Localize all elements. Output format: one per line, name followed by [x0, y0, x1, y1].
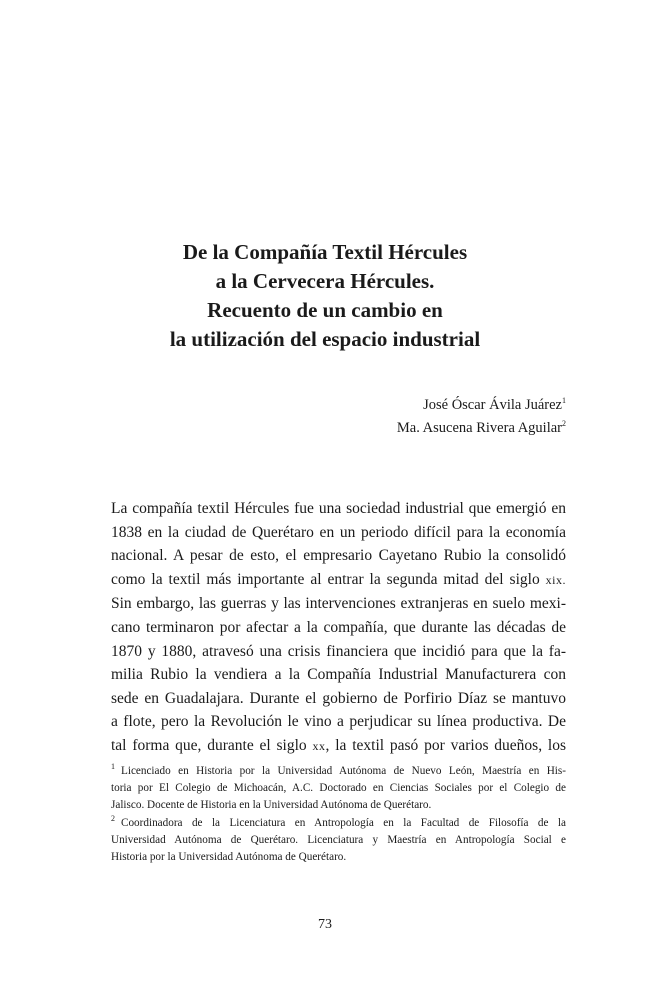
body-line: milia Rubio la vendiera a la Compañía Industrial Manufacturera con — [111, 666, 566, 684]
body-paragraph — [111, 497, 566, 759]
chapter-title — [0, 238, 650, 354]
page-number: 73 — [318, 917, 332, 932]
body-line: cano terminaron por afectar a la compañía, que durante las décadas de — [111, 618, 566, 636]
title-line: la utilización del espacio industrial — [169, 327, 481, 351]
author-list — [397, 394, 566, 440]
body-text-segment: como la textil más importante al entrar la segunda mitad del siglo — [111, 570, 546, 588]
body-line: sede en Guadalajara. Durante el gobierno de Porfirio Díaz se mantuvo — [111, 689, 566, 707]
footnotes — [111, 763, 566, 866]
author-1 — [397, 394, 566, 417]
footnote-2-line: Universidad Autónoma de Querétaro. Licenciatura y Maestría en Antropología Social e — [111, 833, 566, 846]
footnote-ref[interactable]: 2 — [562, 419, 566, 429]
footnote-mark: 1 — [111, 762, 115, 772]
footnote-2-line: Historia por la Universidad Autónoma de Querétaro. — [111, 851, 347, 864]
body-line: a flote, pero la Revolución le vino a perjudicar su línea productiva. De — [111, 713, 566, 731]
body-line: nacional. A pesar de esto, el empresario Cayetano Rubio la consolidó — [111, 547, 566, 565]
author-name: José Óscar Ávila Juárez — [423, 397, 562, 413]
footnote-text: Coordinadora de la Licenciatura en Antropología en la Facultad de Filosofía de la — [121, 816, 566, 829]
body-line — [111, 568, 566, 593]
author-name: Ma. Asucena Rivera Aguilar — [396, 420, 562, 436]
body-line: Sin embargo, las guerras y las intervenciones extranjeras en suelo mexi- — [111, 595, 566, 613]
footnote-2-line — [111, 815, 566, 832]
footnote-1-line — [111, 763, 566, 780]
body-line: La compañía textil Hércules fue una sociedad industrial que emergió en — [111, 500, 566, 517]
footnote-1-line: Jalisco. Docente de Historia en la Universidad Autónoma de Querétaro. — [111, 799, 432, 812]
body-line: 1870 y 1880, atravesó una crisis financiera que incidió para que la fa- — [111, 642, 566, 660]
body-text-segment: tal forma que, durante el siglo — [111, 736, 313, 754]
body-line: 1838 en la ciudad de Querétaro en un periodo difícil para la economía — [111, 523, 566, 541]
footnote-ref[interactable]: 1 — [562, 396, 566, 406]
footnote-mark: 2 — [111, 813, 115, 823]
title-line: a la Cervecera Hércules. — [215, 269, 435, 293]
footnote-text: Licenciado en Historia por la Universidad Autónoma de Nuevo León, Maestría en His- — [121, 765, 566, 777]
century-numeral: xx — [312, 738, 326, 753]
century-numeral: xix. — [545, 572, 566, 587]
body-text-segment: , la textil pasó por varios dueños, los — [325, 736, 566, 754]
title-line: Recuento de un cambio en — [207, 298, 443, 322]
body-line — [111, 734, 566, 759]
title-line: De la Compañía Textil Hércules — [182, 240, 468, 264]
author-2 — [397, 417, 566, 440]
footnote-1-line: toria por El Colegio de Michoacán, A.C. Doctorado en Ciencias Sociales por el Colegio de — [111, 782, 566, 795]
